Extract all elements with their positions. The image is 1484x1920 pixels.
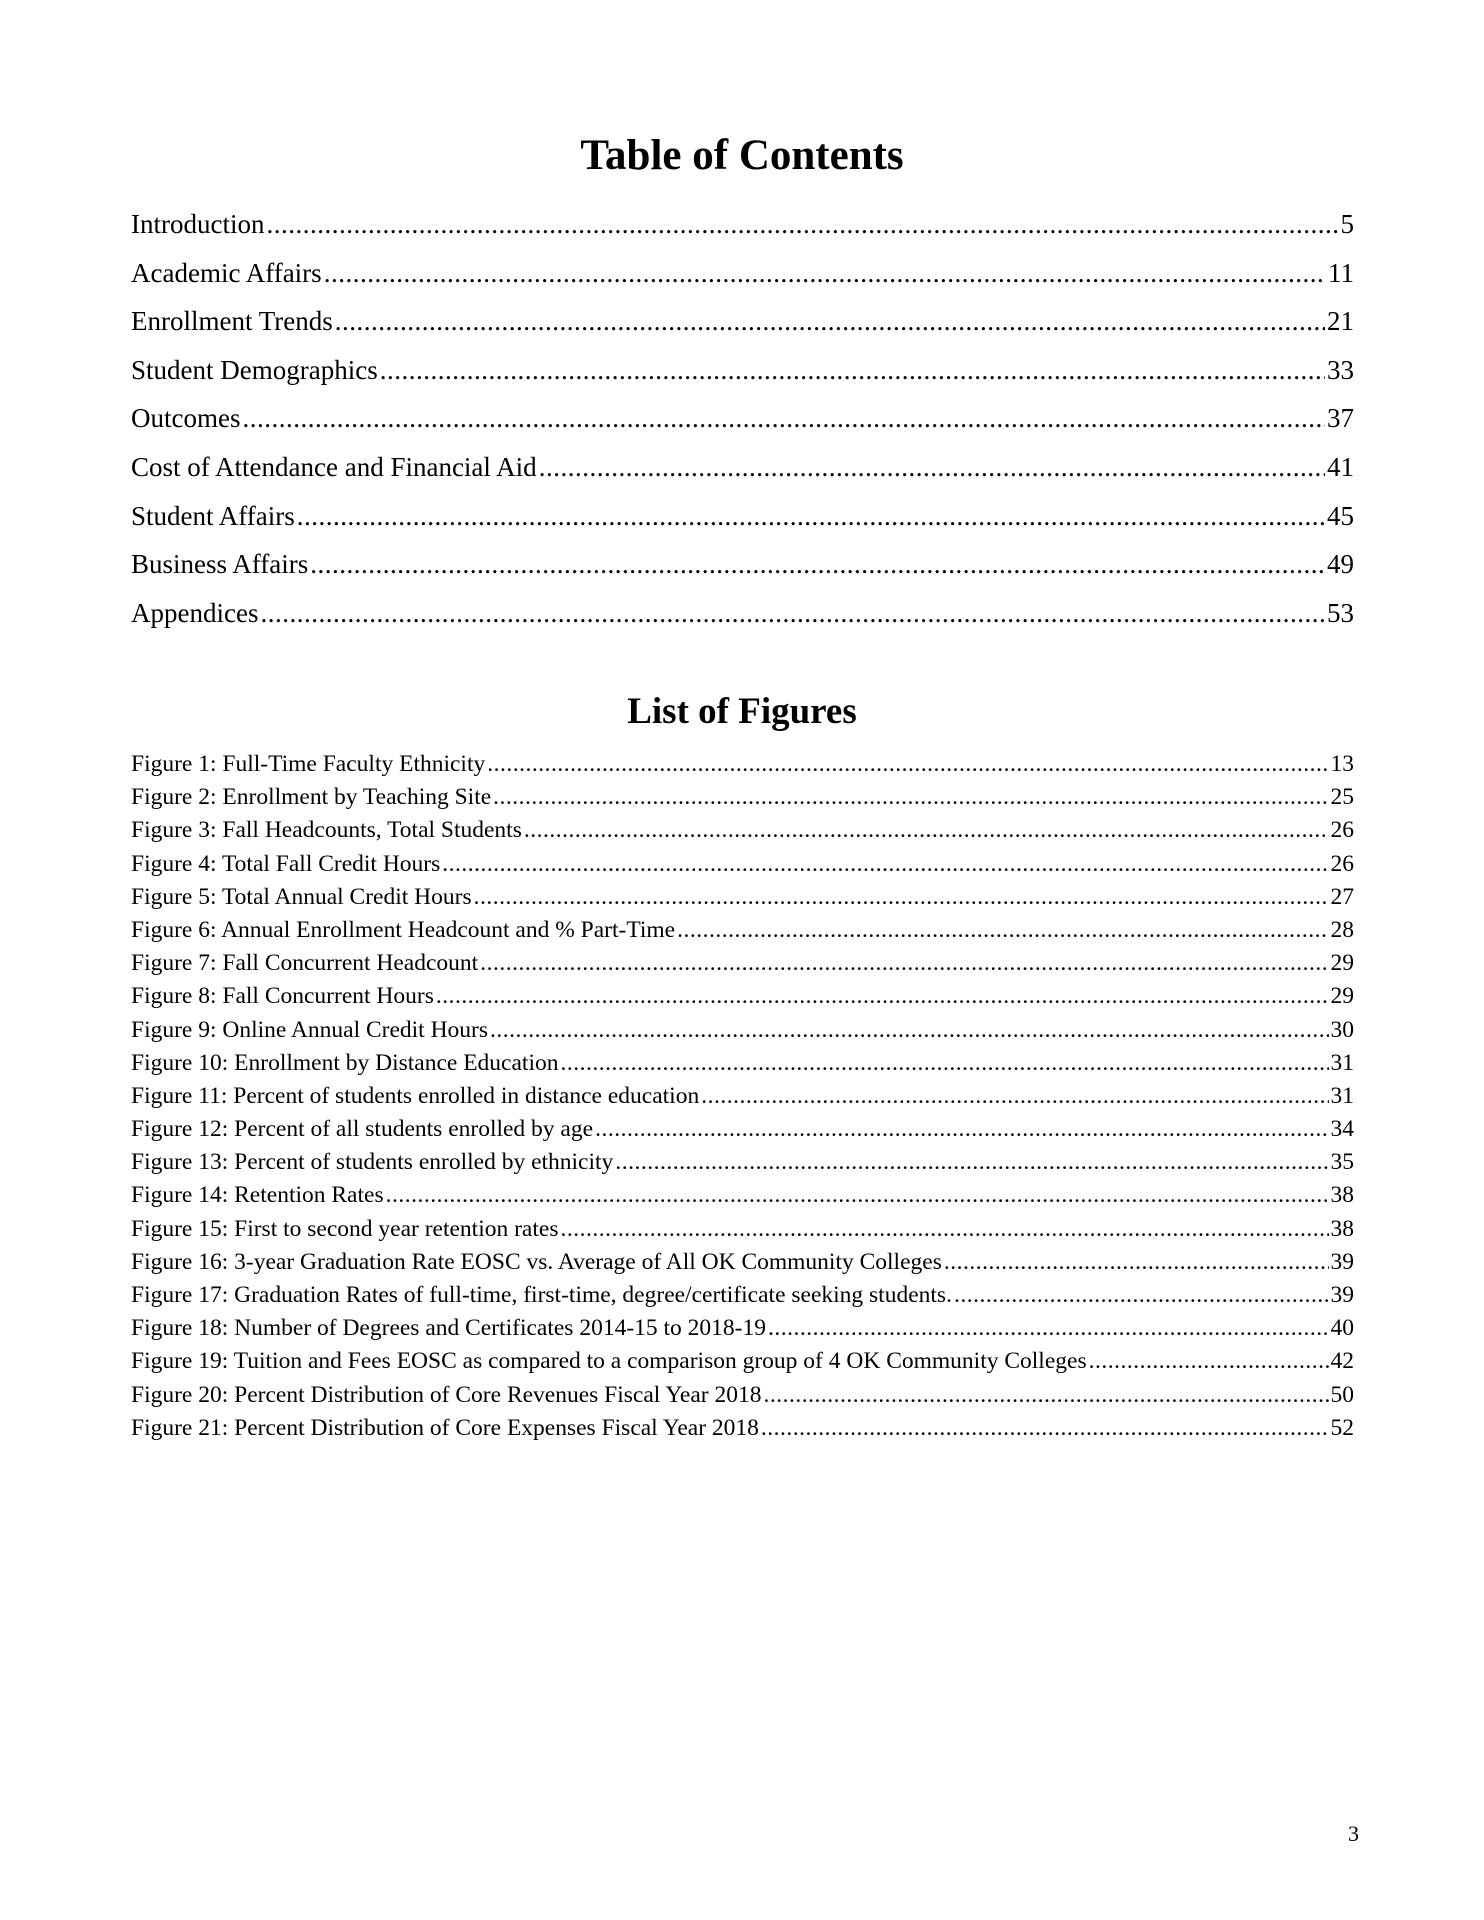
figure-entry-title: Figure 9: Online Annual Credit Hours xyxy=(131,1016,489,1043)
dot-leader xyxy=(297,492,1325,541)
dot-leader xyxy=(768,1312,1329,1345)
dot-leader xyxy=(487,748,1328,781)
figure-entry[interactable] xyxy=(131,1379,1354,1412)
figure-entry-title: Figure 2: Enrollment by Teaching Site xyxy=(131,784,492,811)
figure-entry-page: 30 xyxy=(1330,1016,1354,1043)
figure-entry-page: 29 xyxy=(1330,950,1354,977)
toc-entry-title: Student Demographics xyxy=(131,354,378,385)
toc-entry[interactable] xyxy=(131,443,1354,492)
toc-entry-page: 5 xyxy=(1340,209,1354,239)
dot-leader xyxy=(480,947,1328,980)
toc-entry-title: Cost of Attendance and Financial Aid xyxy=(131,451,537,482)
dot-leader xyxy=(1089,1345,1329,1378)
figure-entry-title: Figure 11: Percent of students enrolled in distance education xyxy=(131,1082,700,1109)
dot-leader xyxy=(436,980,1329,1013)
toc-entry[interactable] xyxy=(131,492,1354,541)
figure-entry-title: Figure 10: Enrollment by Distance Education xyxy=(131,1049,559,1076)
dot-leader xyxy=(701,1080,1328,1113)
dot-leader xyxy=(764,1379,1329,1412)
figure-entry[interactable] xyxy=(131,1179,1354,1212)
figure-entry-page: 40 xyxy=(1330,1315,1354,1342)
figure-entry[interactable] xyxy=(131,914,1354,947)
figure-entry-page: 39 xyxy=(1330,1248,1354,1275)
toc-entry-title: Business Affairs xyxy=(131,549,309,580)
dot-leader xyxy=(524,814,1329,847)
figure-entry-title: Figure 19: Tuition and Fees EOSC as compared to a comparison group of 4 OK Community Colleges xyxy=(131,1348,1087,1375)
figure-entry-page: 39 xyxy=(1330,1282,1354,1308)
dot-leader xyxy=(386,1179,1329,1212)
toc-entry-page: 41 xyxy=(1327,451,1354,482)
figure-entry-title: Figure 20: Percent Distribution of Core Revenues Fiscal Year 2018 xyxy=(131,1381,762,1408)
dot-leader xyxy=(474,881,1329,914)
figure-entry[interactable] xyxy=(131,1279,1354,1312)
page-number: 3 xyxy=(1348,1821,1359,1846)
figure-entry[interactable] xyxy=(131,814,1354,847)
figure-entry-page: 38 xyxy=(1330,1215,1354,1242)
dot-leader xyxy=(335,297,1325,346)
dot-leader xyxy=(761,1412,1329,1445)
figure-entry-title: Figure 1: Full-Time Faculty Ethnicity xyxy=(131,751,486,777)
toc-entry-page: 33 xyxy=(1327,354,1354,385)
figure-entry-page: 29 xyxy=(1330,983,1354,1010)
figure-entry-page: 27 xyxy=(1330,883,1354,910)
dot-leader xyxy=(493,781,1328,814)
list-of-figures-title: List of Figures xyxy=(627,691,857,732)
figure-entry[interactable] xyxy=(131,1412,1354,1445)
figure-entry[interactable] xyxy=(131,980,1354,1013)
dot-leader xyxy=(677,914,1328,947)
figure-entry[interactable] xyxy=(131,1113,1354,1146)
figure-entry-title: Figure 6: Annual Enrollment Headcount and % Part-Time xyxy=(131,916,676,943)
figure-entry[interactable] xyxy=(131,1312,1354,1345)
figure-entry[interactable] xyxy=(131,1014,1354,1047)
figure-entry-title: Figure 21: Percent Distribution of Core Expenses Fiscal Year 2018 xyxy=(131,1414,759,1441)
figure-entry[interactable] xyxy=(131,848,1354,881)
figure-entry-title: Figure 15: First to second year retention rates xyxy=(131,1215,559,1242)
dot-leader xyxy=(242,394,1325,443)
figure-entry-page: 50 xyxy=(1330,1381,1354,1408)
toc-entry-page: 49 xyxy=(1327,549,1354,580)
toc-entry-page: 11 xyxy=(1328,257,1354,288)
dot-leader xyxy=(954,1279,1329,1312)
figure-entry-title: Figure 13: Percent of students enrolled by ethnicity xyxy=(131,1149,614,1176)
figure-entry[interactable] xyxy=(131,1213,1354,1246)
dot-leader xyxy=(560,1047,1328,1080)
toc-entry[interactable] xyxy=(131,394,1354,443)
toc-entry-page: 53 xyxy=(1327,597,1354,628)
dot-leader xyxy=(266,200,1338,249)
figure-entry-title: Figure 5: Total Annual Credit Hours xyxy=(131,883,472,910)
dot-leader xyxy=(442,848,1328,881)
figure-entry[interactable] xyxy=(131,881,1354,914)
figure-entry-title: Figure 7: Fall Concurrent Headcount xyxy=(131,950,479,977)
dot-leader xyxy=(380,346,1325,395)
toc-entry[interactable] xyxy=(131,540,1354,589)
toc-entry-page: 45 xyxy=(1327,500,1354,531)
dot-leader xyxy=(595,1113,1328,1146)
figure-entry-title: Figure 17: Graduation Rates of full-time, first-time, degree/certificate seeking students. xyxy=(131,1282,952,1308)
figure-entry[interactable] xyxy=(131,781,1354,814)
figure-entry-page: 35 xyxy=(1330,1149,1354,1176)
toc-entry[interactable] xyxy=(131,346,1354,395)
toc-entry[interactable] xyxy=(131,200,1354,249)
dot-leader xyxy=(560,1213,1328,1246)
figure-entry[interactable] xyxy=(131,947,1354,980)
figure-entry-page: 38 xyxy=(1330,1182,1354,1209)
figure-entry-page: 31 xyxy=(1330,1049,1354,1076)
figure-entry[interactable] xyxy=(131,1080,1354,1113)
toc-entry-page: 37 xyxy=(1327,403,1354,434)
dot-leader xyxy=(539,443,1325,492)
toc-entry[interactable] xyxy=(131,589,1354,638)
dot-leader xyxy=(615,1146,1328,1179)
toc-entry-title: Introduction xyxy=(131,209,265,239)
figure-entry-page: 28 xyxy=(1330,916,1354,943)
dot-leader xyxy=(310,540,1325,589)
figure-entry-page: 13 xyxy=(1330,751,1354,777)
figure-entry-title: Figure 4: Total Fall Credit Hours xyxy=(131,850,441,877)
list-of-figures-list xyxy=(131,748,1354,1445)
dot-leader xyxy=(490,1014,1328,1047)
figure-entry[interactable] xyxy=(131,1246,1354,1279)
toc-entry-title: Outcomes xyxy=(131,403,241,434)
toc-entry-title: Enrollment Trends xyxy=(131,306,333,337)
figure-entry-page: 26 xyxy=(1330,850,1354,877)
toc-entry[interactable] xyxy=(131,297,1354,346)
figure-entry-title: Figure 18: Number of Degrees and Certificates 2014-15 to 2018-19 xyxy=(131,1315,766,1342)
dot-leader xyxy=(260,589,1325,638)
figure-entry-page: 26 xyxy=(1330,817,1354,844)
toc-entry-title: Appendices xyxy=(131,597,259,628)
table-of-contents-list xyxy=(131,200,1354,637)
figure-entry-title: Figure 8: Fall Concurrent Hours xyxy=(131,983,434,1010)
figure-entry[interactable] xyxy=(131,1345,1354,1378)
figure-entry[interactable] xyxy=(131,748,1354,781)
figure-entry[interactable] xyxy=(131,1047,1354,1080)
figure-entry-page: 31 xyxy=(1330,1082,1354,1109)
figure-entry-page: 42 xyxy=(1330,1348,1354,1375)
toc-entry-title: Student Affairs xyxy=(131,500,295,531)
figure-entry-page: 34 xyxy=(1330,1116,1354,1143)
toc-entry-page: 21 xyxy=(1327,306,1354,337)
toc-entry-title: Academic Affairs xyxy=(131,257,322,288)
dot-leader xyxy=(944,1246,1329,1279)
figure-entry-page: 25 xyxy=(1330,784,1354,811)
figure-entry-page: 52 xyxy=(1330,1414,1354,1441)
dot-leader xyxy=(324,249,1326,298)
figure-entry-title: Figure 14: Retention Rates xyxy=(131,1182,384,1209)
toc-entry[interactable] xyxy=(131,249,1354,298)
figure-entry-title: Figure 12: Percent of all students enrolled by age xyxy=(131,1116,594,1143)
figure-entry-title: Figure 3: Fall Headcounts, Total Students xyxy=(131,817,522,844)
figure-entry[interactable] xyxy=(131,1146,1354,1179)
figure-entry-title: Figure 16: 3-year Graduation Rate EOSC vs. Average of All OK Community Colleges xyxy=(131,1248,942,1275)
table-of-contents-title: Table of Contents xyxy=(580,132,904,179)
